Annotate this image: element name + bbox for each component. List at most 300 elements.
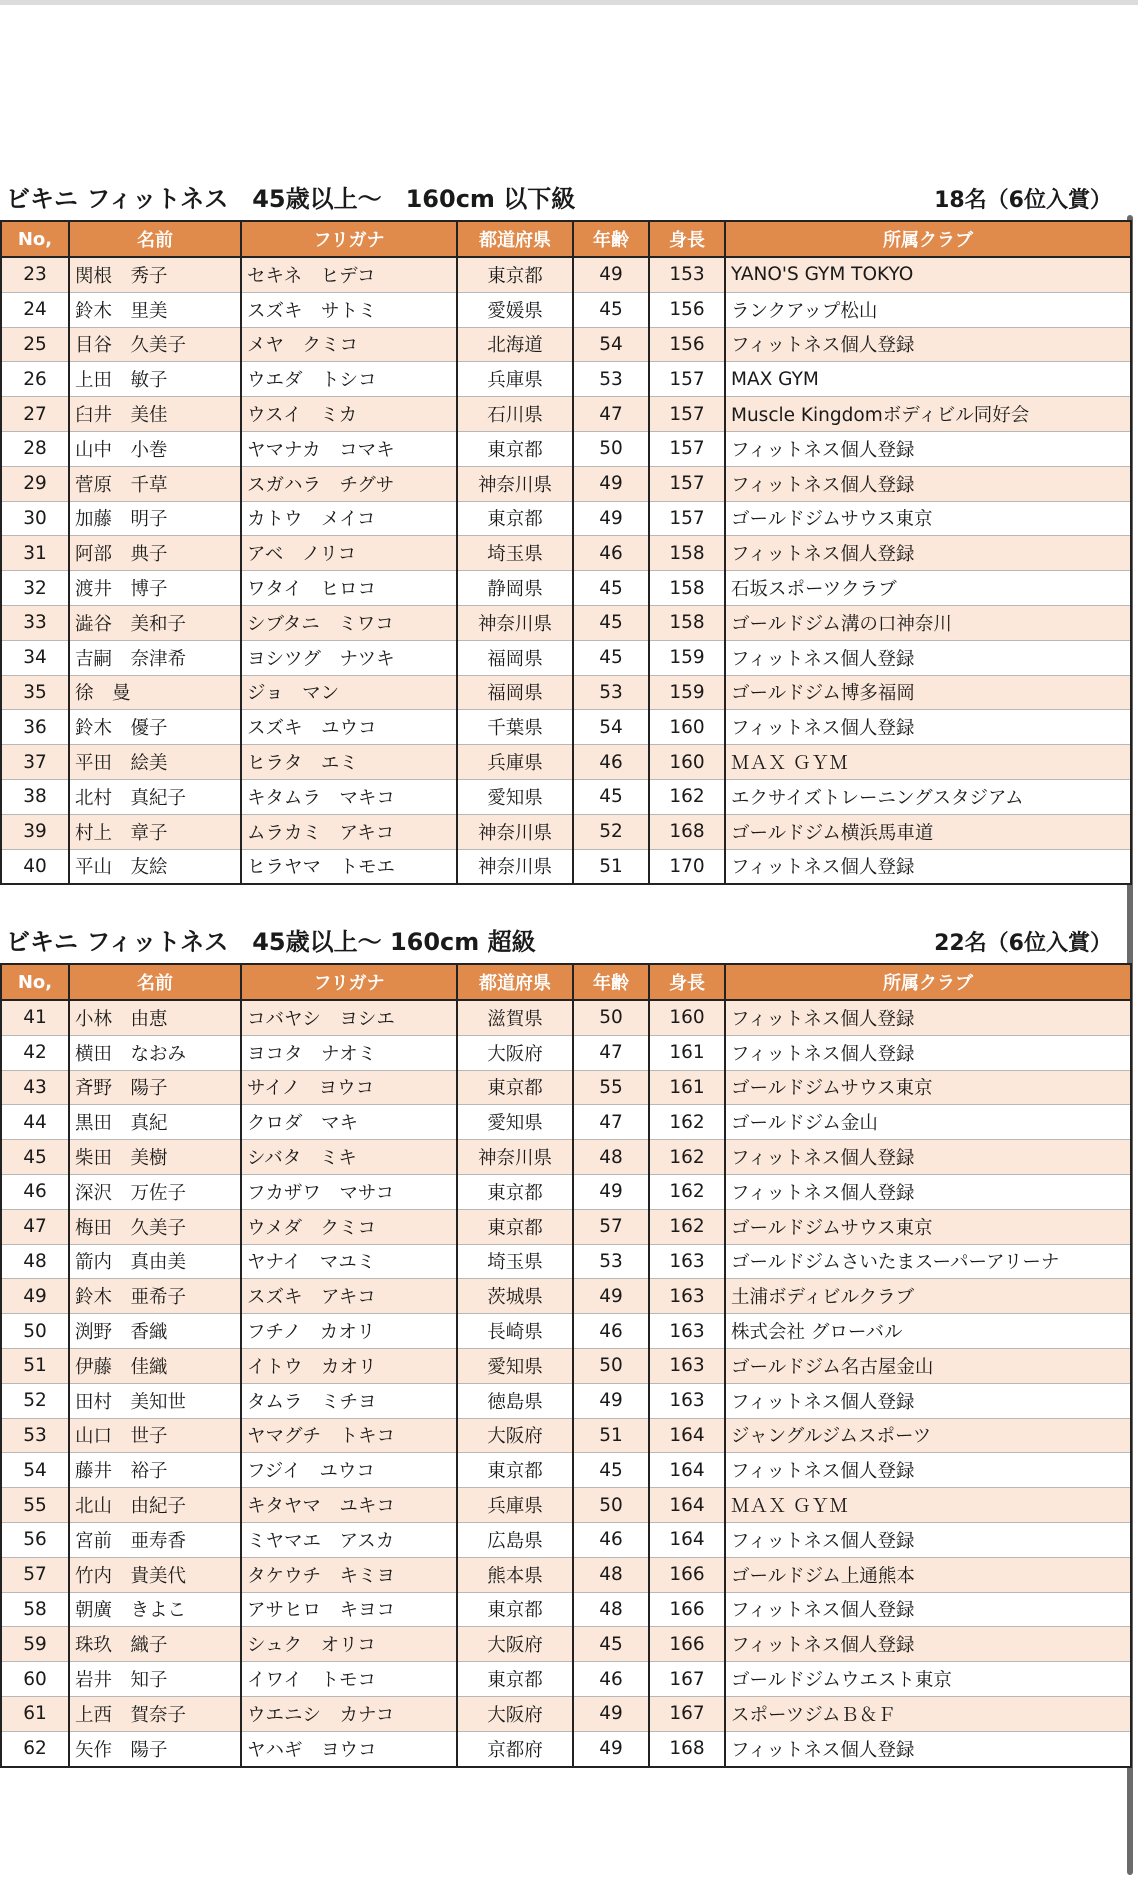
- cell-prefecture: 茨城県: [457, 1279, 573, 1314]
- cell-name: 朝廣 きよこ: [69, 1592, 241, 1627]
- cell-name: 上田 敏子: [69, 362, 241, 397]
- cell-club: フィットネス個人登録: [725, 1383, 1131, 1418]
- cell-furigana: スズキ サトミ: [241, 292, 457, 327]
- cell-name: 柴田 美樹: [69, 1140, 241, 1175]
- table-row: [1, 1000, 1131, 1035]
- cell-age: 53: [573, 675, 649, 710]
- cell-name: 矢作 陽子: [69, 1731, 241, 1766]
- cell-height: 168: [649, 1731, 725, 1766]
- cell-club: エクサイズトレーニングスタジアム: [725, 779, 1131, 814]
- cell-height: 164: [649, 1522, 725, 1557]
- cell-club: ゴールドジムさいたまスーパーアリーナ: [725, 1244, 1131, 1279]
- cell-no: 40: [1, 849, 69, 884]
- cell-no: 42: [1, 1035, 69, 1070]
- table-row: [1, 1662, 1131, 1697]
- cell-no: 53: [1, 1418, 69, 1453]
- cell-height: 168: [649, 814, 725, 849]
- cell-prefecture: 兵庫県: [457, 1488, 573, 1523]
- cell-age: 47: [573, 1105, 649, 1140]
- cell-furigana: キタヤマ ユキコ: [241, 1488, 457, 1523]
- table-row: [1, 1140, 1131, 1175]
- cell-club: MAX GYM: [725, 362, 1131, 397]
- cell-age: 50: [573, 1000, 649, 1035]
- cell-prefecture: 愛知県: [457, 779, 573, 814]
- cell-age: 45: [573, 1627, 649, 1662]
- cell-name: 関根 秀子: [69, 257, 241, 292]
- cell-furigana: ヒラヤマ トモエ: [241, 849, 457, 884]
- cell-height: 170: [649, 849, 725, 884]
- cell-height: 157: [649, 397, 725, 432]
- cell-age: 47: [573, 397, 649, 432]
- cell-height: 162: [649, 779, 725, 814]
- cell-height: 156: [649, 292, 725, 327]
- cell-prefecture: 北海道: [457, 327, 573, 362]
- col-header-prefecture: 都道府県: [457, 221, 573, 257]
- cell-height: 158: [649, 605, 725, 640]
- cell-name: 加藤 明子: [69, 501, 241, 536]
- cell-no: 35: [1, 675, 69, 710]
- cell-no: 51: [1, 1348, 69, 1383]
- cell-height: 164: [649, 1453, 725, 1488]
- cell-club: ゴールドジムサウス東京: [725, 501, 1131, 536]
- cell-prefecture: 大阪府: [457, 1418, 573, 1453]
- cell-age: 49: [573, 1383, 649, 1418]
- cell-age: 49: [573, 1279, 649, 1314]
- cell-height: 162: [649, 1140, 725, 1175]
- cell-prefecture: 福岡県: [457, 640, 573, 675]
- cell-furigana: ウエダ トシコ: [241, 362, 457, 397]
- table-row: [1, 814, 1131, 849]
- cell-height: 166: [649, 1627, 725, 1662]
- cell-club: フィットネス個人登録: [725, 849, 1131, 884]
- cell-furigana: フチノ カオリ: [241, 1314, 457, 1349]
- cell-name: 田村 美知世: [69, 1383, 241, 1418]
- cell-height: 166: [649, 1592, 725, 1627]
- cell-furigana: ワタイ ヒロコ: [241, 571, 457, 606]
- cell-age: 49: [573, 1174, 649, 1209]
- cell-club: ゴールドジムサウス東京: [725, 1070, 1131, 1105]
- entries-table: [0, 963, 1132, 1768]
- cell-prefecture: 東京都: [457, 1592, 573, 1627]
- cell-no: 57: [1, 1557, 69, 1592]
- table-row: [1, 327, 1131, 362]
- cell-height: 161: [649, 1070, 725, 1105]
- cell-name: 竹内 貴美代: [69, 1557, 241, 1592]
- cell-club: YANO'S GYM TOKYO: [725, 257, 1131, 292]
- cell-furigana: アサヒロ キヨコ: [241, 1592, 457, 1627]
- table-row: [1, 849, 1131, 884]
- table-row: [1, 1070, 1131, 1105]
- col-header-age: 年齢: [573, 964, 649, 1000]
- cell-no: 46: [1, 1174, 69, 1209]
- cell-no: 34: [1, 640, 69, 675]
- cell-height: 166: [649, 1557, 725, 1592]
- cell-name: 山中 小巻: [69, 431, 241, 466]
- cell-age: 49: [573, 466, 649, 501]
- cell-no: 54: [1, 1453, 69, 1488]
- table-row: [1, 501, 1131, 536]
- col-header-furigana: フリガナ: [241, 221, 457, 257]
- table-row: [1, 1105, 1131, 1140]
- table-row: [1, 292, 1131, 327]
- cell-club: ジャングルジムスポーツ: [725, 1418, 1131, 1453]
- cell-no: 27: [1, 397, 69, 432]
- cell-club: フィットネス個人登録: [725, 1174, 1131, 1209]
- cell-club: フィットネス個人登録: [725, 1453, 1131, 1488]
- cell-name: 小林 由恵: [69, 1000, 241, 1035]
- col-header-age: 年齢: [573, 221, 649, 257]
- cell-furigana: フカザワ マサコ: [241, 1174, 457, 1209]
- cell-club: Muscle Kingdomボディビル同好会: [725, 397, 1131, 432]
- cell-prefecture: 静岡県: [457, 571, 573, 606]
- cell-name: 渕野 香織: [69, 1314, 241, 1349]
- cell-height: 157: [649, 431, 725, 466]
- cell-height: 167: [649, 1662, 725, 1697]
- cell-no: 28: [1, 431, 69, 466]
- cell-no: 50: [1, 1314, 69, 1349]
- cell-name: 上西 賀奈子: [69, 1696, 241, 1731]
- table-row: [1, 1383, 1131, 1418]
- cell-age: 57: [573, 1209, 649, 1244]
- cell-prefecture: 東京都: [457, 1174, 573, 1209]
- table-row: [1, 1488, 1131, 1523]
- cell-height: 157: [649, 501, 725, 536]
- cell-furigana: フジイ ユウコ: [241, 1453, 457, 1488]
- col-header-club: 所属クラブ: [725, 221, 1131, 257]
- cell-club: フィットネス個人登録: [725, 466, 1131, 501]
- table-row: [1, 397, 1131, 432]
- cell-club: ＭＡＸ ＧＹＭ: [725, 1488, 1131, 1523]
- cell-prefecture: 東京都: [457, 1070, 573, 1105]
- cell-furigana: タムラ ミチヨ: [241, 1383, 457, 1418]
- cell-no: 30: [1, 501, 69, 536]
- header-row: [1, 221, 1131, 257]
- cell-furigana: クロダ マキ: [241, 1105, 457, 1140]
- cell-prefecture: 大阪府: [457, 1696, 573, 1731]
- entries-table: [0, 220, 1132, 885]
- cell-furigana: ウスイ ミカ: [241, 397, 457, 432]
- cell-name: 菅原 千草: [69, 466, 241, 501]
- cell-age: 50: [573, 1348, 649, 1383]
- cell-no: 60: [1, 1662, 69, 1697]
- cell-name: 鈴木 里美: [69, 292, 241, 327]
- cell-prefecture: 東京都: [457, 1453, 573, 1488]
- cell-age: 46: [573, 1314, 649, 1349]
- cell-prefecture: 東京都: [457, 1662, 573, 1697]
- cell-no: 61: [1, 1696, 69, 1731]
- cell-furigana: ヤハギ ヨウコ: [241, 1731, 457, 1766]
- cell-height: 164: [649, 1488, 725, 1523]
- section-title: ビキニ フィットネス 45歳以上～ 160cm 以下級: [6, 185, 576, 213]
- cell-prefecture: 愛知県: [457, 1105, 573, 1140]
- cell-height: 162: [649, 1174, 725, 1209]
- cell-club: スポーツジムＢ＆Ｆ: [725, 1696, 1131, 1731]
- table-row: [1, 1557, 1131, 1592]
- cell-height: 159: [649, 675, 725, 710]
- cell-furigana: ウメダ クミコ: [241, 1209, 457, 1244]
- cell-height: 157: [649, 362, 725, 397]
- col-header-no: No,: [1, 964, 69, 1000]
- cell-height: 156: [649, 327, 725, 362]
- cell-prefecture: 長崎県: [457, 1314, 573, 1349]
- cell-name: 鈴木 優子: [69, 710, 241, 745]
- cell-age: 49: [573, 501, 649, 536]
- cell-furigana: スガハラ チグサ: [241, 466, 457, 501]
- cell-prefecture: 熊本県: [457, 1557, 573, 1592]
- cell-club: ゴールドジム上通熊本: [725, 1557, 1131, 1592]
- cell-furigana: イワイ トモコ: [241, 1662, 457, 1697]
- cell-furigana: イトウ カオリ: [241, 1348, 457, 1383]
- cell-age: 55: [573, 1070, 649, 1105]
- cell-name: 目谷 久美子: [69, 327, 241, 362]
- cell-prefecture: 石川県: [457, 397, 573, 432]
- cell-no: 49: [1, 1279, 69, 1314]
- cell-name: 箭内 真由美: [69, 1244, 241, 1279]
- cell-prefecture: 東京都: [457, 257, 573, 292]
- cell-furigana: コバヤシ ヨシエ: [241, 1000, 457, 1035]
- table-row: [1, 1418, 1131, 1453]
- cell-prefecture: 東京都: [457, 431, 573, 466]
- col-header-no: No,: [1, 221, 69, 257]
- cell-height: 162: [649, 1209, 725, 1244]
- table-row: [1, 1035, 1131, 1070]
- cell-name: 渡井 博子: [69, 571, 241, 606]
- cell-height: 163: [649, 1279, 725, 1314]
- cell-height: 162: [649, 1105, 725, 1140]
- cell-name: 横田 なおみ: [69, 1035, 241, 1070]
- cell-club: ゴールドジム博多福岡: [725, 675, 1131, 710]
- table-row: [1, 1731, 1131, 1766]
- cell-height: 163: [649, 1348, 725, 1383]
- cell-no: 36: [1, 710, 69, 745]
- cell-furigana: ウエニシ カナコ: [241, 1696, 457, 1731]
- cell-age: 54: [573, 327, 649, 362]
- cell-age: 45: [573, 640, 649, 675]
- table-row: [1, 1244, 1131, 1279]
- cell-age: 48: [573, 1592, 649, 1627]
- entry-count: 18名（6位入賞）: [934, 188, 1112, 213]
- cell-no: 38: [1, 779, 69, 814]
- cell-club: ランクアップ松山: [725, 292, 1131, 327]
- cell-club: フィットネス個人登録: [725, 431, 1131, 466]
- table-row: [1, 431, 1131, 466]
- cell-prefecture: 広島県: [457, 1522, 573, 1557]
- cell-prefecture: 京都府: [457, 1731, 573, 1766]
- cell-no: 33: [1, 605, 69, 640]
- cell-no: 44: [1, 1105, 69, 1140]
- cell-furigana: セキネ ヒデコ: [241, 257, 457, 292]
- cell-no: 47: [1, 1209, 69, 1244]
- cell-prefecture: 大阪府: [457, 1627, 573, 1662]
- table-row: [1, 1209, 1131, 1244]
- cell-club: フィットネス個人登録: [725, 536, 1131, 571]
- cell-height: 158: [649, 536, 725, 571]
- cell-club: フィットネス個人登録: [725, 1592, 1131, 1627]
- cell-age: 46: [573, 536, 649, 571]
- cell-height: 157: [649, 466, 725, 501]
- cell-club: ゴールドジム横浜馬車道: [725, 814, 1131, 849]
- table-row: [1, 1348, 1131, 1383]
- cell-club: フィットネス個人登録: [725, 710, 1131, 745]
- cell-no: 45: [1, 1140, 69, 1175]
- col-header-prefecture: 都道府県: [457, 964, 573, 1000]
- cell-furigana: ヤマナカ コマキ: [241, 431, 457, 466]
- cell-age: 46: [573, 1662, 649, 1697]
- cell-name: 村上 章子: [69, 814, 241, 849]
- cell-prefecture: 千葉県: [457, 710, 573, 745]
- cell-club: 土浦ボディビルクラブ: [725, 1279, 1131, 1314]
- cell-club: フィットネス個人登録: [725, 1731, 1131, 1766]
- cell-club: フィットネス個人登録: [725, 1627, 1131, 1662]
- cell-furigana: シブタニ ミワコ: [241, 605, 457, 640]
- cell-club: ＭＡＸ ＧＹＭ: [725, 745, 1131, 780]
- table-row: [1, 1314, 1131, 1349]
- cell-name: 澁谷 美和子: [69, 605, 241, 640]
- cell-no: 31: [1, 536, 69, 571]
- cell-club: 株式会社 グローバル: [725, 1314, 1131, 1349]
- col-header-name: 名前: [69, 964, 241, 1000]
- table-row: [1, 675, 1131, 710]
- cell-prefecture: 神奈川県: [457, 1140, 573, 1175]
- table-body: [1, 257, 1131, 884]
- cell-age: 47: [573, 1035, 649, 1070]
- table-row: [1, 745, 1131, 780]
- cell-name: 徐 曼: [69, 675, 241, 710]
- cell-club: ゴールドジム名古屋金山: [725, 1348, 1131, 1383]
- cell-age: 53: [573, 362, 649, 397]
- cell-prefecture: 埼玉県: [457, 1244, 573, 1279]
- cell-no: 55: [1, 1488, 69, 1523]
- cell-no: 56: [1, 1522, 69, 1557]
- table-row: [1, 640, 1131, 675]
- cell-no: 39: [1, 814, 69, 849]
- cell-height: 159: [649, 640, 725, 675]
- cell-furigana: アベ ノリコ: [241, 536, 457, 571]
- cell-furigana: スズキ ユウコ: [241, 710, 457, 745]
- section-under-160: [0, 184, 1130, 885]
- cell-furigana: ジョ マン: [241, 675, 457, 710]
- table-row: [1, 536, 1131, 571]
- cell-no: 59: [1, 1627, 69, 1662]
- cell-no: 48: [1, 1244, 69, 1279]
- cell-club: ゴールドジム金山: [725, 1105, 1131, 1140]
- cell-club: ゴールドジムサウス東京: [725, 1209, 1131, 1244]
- cell-furigana: スズキ アキコ: [241, 1279, 457, 1314]
- cell-furigana: メヤ クミコ: [241, 327, 457, 362]
- cell-no: 41: [1, 1000, 69, 1035]
- cell-prefecture: 愛知県: [457, 1348, 573, 1383]
- cell-club: 石坂スポーツクラブ: [725, 571, 1131, 606]
- table-row: [1, 1592, 1131, 1627]
- cell-no: 29: [1, 466, 69, 501]
- cell-furigana: タケウチ キミヨ: [241, 1557, 457, 1592]
- cell-club: フィットネス個人登録: [725, 327, 1131, 362]
- cell-age: 49: [573, 1696, 649, 1731]
- header-row: [1, 964, 1131, 1000]
- cell-age: 53: [573, 1244, 649, 1279]
- table-row: [1, 1696, 1131, 1731]
- cell-club: フィットネス個人登録: [725, 1522, 1131, 1557]
- cell-height: 163: [649, 1244, 725, 1279]
- section-header: [0, 184, 1130, 220]
- cell-name: 深沢 万佐子: [69, 1174, 241, 1209]
- cell-height: 161: [649, 1035, 725, 1070]
- cell-age: 46: [573, 745, 649, 780]
- cell-furigana: ヤナイ マユミ: [241, 1244, 457, 1279]
- cell-age: 45: [573, 1453, 649, 1488]
- cell-age: 45: [573, 571, 649, 606]
- cell-age: 51: [573, 1418, 649, 1453]
- cell-age: 45: [573, 605, 649, 640]
- cell-name: 岩井 知子: [69, 1662, 241, 1697]
- table-row: [1, 779, 1131, 814]
- cell-prefecture: 埼玉県: [457, 536, 573, 571]
- cell-prefecture: 神奈川県: [457, 605, 573, 640]
- cell-name: 北山 由紀子: [69, 1488, 241, 1523]
- cell-name: 梅田 久美子: [69, 1209, 241, 1244]
- cell-no: 32: [1, 571, 69, 606]
- cell-no: 26: [1, 362, 69, 397]
- cell-no: 62: [1, 1731, 69, 1766]
- cell-height: 160: [649, 745, 725, 780]
- cell-no: 58: [1, 1592, 69, 1627]
- cell-height: 160: [649, 710, 725, 745]
- cell-prefecture: 大阪府: [457, 1035, 573, 1070]
- cell-furigana: ヒラタ エミ: [241, 745, 457, 780]
- cell-age: 52: [573, 814, 649, 849]
- cell-furigana: ミヤマエ アスカ: [241, 1522, 457, 1557]
- cell-furigana: ヤマグチ トキコ: [241, 1418, 457, 1453]
- cell-prefecture: 兵庫県: [457, 362, 573, 397]
- col-header-name: 名前: [69, 221, 241, 257]
- cell-prefecture: 徳島県: [457, 1383, 573, 1418]
- cell-no: 37: [1, 745, 69, 780]
- cell-prefecture: 東京都: [457, 501, 573, 536]
- cell-name: 山口 世子: [69, 1418, 241, 1453]
- cell-prefecture: 福岡県: [457, 675, 573, 710]
- cell-age: 49: [573, 1731, 649, 1766]
- cell-height: 158: [649, 571, 725, 606]
- col-header-height: 身長: [649, 221, 725, 257]
- cell-name: 伊藤 佳織: [69, 1348, 241, 1383]
- cell-furigana: シュク オリコ: [241, 1627, 457, 1662]
- cell-name: 斉野 陽子: [69, 1070, 241, 1105]
- cell-prefecture: 神奈川県: [457, 849, 573, 884]
- cell-prefecture: 東京都: [457, 1209, 573, 1244]
- cell-height: 153: [649, 257, 725, 292]
- cell-height: 167: [649, 1696, 725, 1731]
- cell-height: 160: [649, 1000, 725, 1035]
- cell-height: 163: [649, 1314, 725, 1349]
- cell-furigana: カトウ メイコ: [241, 501, 457, 536]
- cell-age: 50: [573, 431, 649, 466]
- cell-age: 45: [573, 779, 649, 814]
- table-row: [1, 1627, 1131, 1662]
- cell-age: 46: [573, 1522, 649, 1557]
- cell-prefecture: 滋賀県: [457, 1000, 573, 1035]
- cell-height: 164: [649, 1418, 725, 1453]
- cell-club: フィットネス個人登録: [725, 1035, 1131, 1070]
- table-row: [1, 710, 1131, 745]
- cell-name: 宮前 亜寿香: [69, 1522, 241, 1557]
- cell-name: 珠玖 織子: [69, 1627, 241, 1662]
- cell-furigana: ムラカミ アキコ: [241, 814, 457, 849]
- cell-height: 163: [649, 1383, 725, 1418]
- cell-furigana: ヨシツグ ナツキ: [241, 640, 457, 675]
- cell-age: 51: [573, 849, 649, 884]
- col-header-furigana: フリガナ: [241, 964, 457, 1000]
- table-row: [1, 1279, 1131, 1314]
